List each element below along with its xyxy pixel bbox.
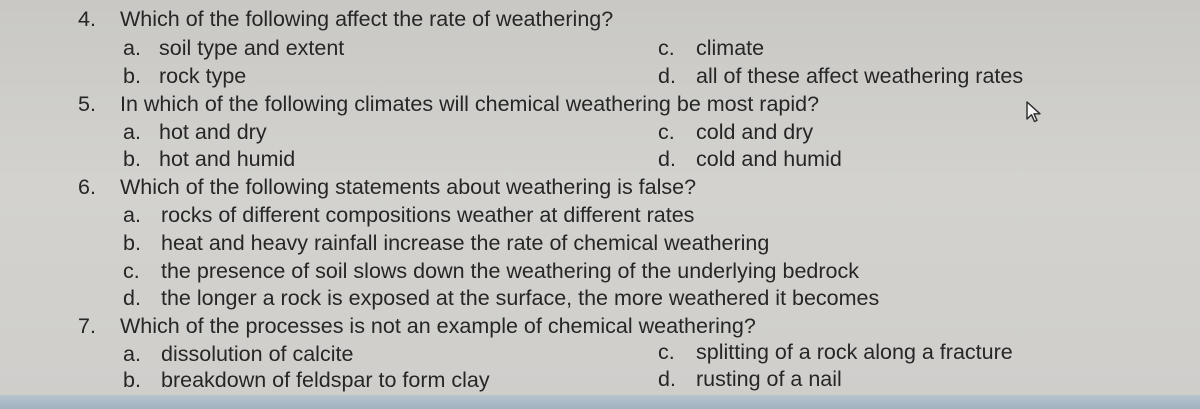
option-letter: a. — [123, 120, 141, 144]
option-letter: c. — [658, 36, 675, 60]
option-text: the longer a rock is exposed at the surface, the more weathered it becomes — [161, 286, 880, 310]
option-text: hot and dry — [159, 120, 267, 144]
option-letter: c. — [658, 120, 675, 144]
option-letter: b. — [123, 368, 141, 392]
option-text: hot and humid — [159, 147, 296, 171]
option-letter: d. — [658, 147, 676, 171]
option-text: soil type and extent — [159, 36, 345, 60]
question-number: 6. — [78, 175, 96, 199]
option-text: dissolution of calcite — [161, 342, 354, 366]
option-text: rusting of a nail — [696, 367, 842, 391]
option-text: splitting of a rock along a fracture — [696, 340, 1013, 364]
option-text: cold and humid — [696, 147, 842, 171]
option-letter: a. — [123, 203, 141, 227]
question-number: 5. — [78, 92, 96, 116]
option-letter: d. — [123, 286, 141, 310]
mouse-pointer-icon — [1024, 100, 1044, 124]
option-text: climate — [696, 36, 765, 60]
option-text: heat and heavy rainfall increase the rate of chemical weathering — [161, 231, 770, 255]
question-text: Which of the following statements about weathering is false? — [120, 175, 697, 199]
option-letter: b. — [123, 64, 141, 88]
option-text: rock type — [159, 64, 247, 88]
option-letter: b. — [123, 147, 141, 171]
question-text: In which of the following climates will chemical weathering be most rapid? — [120, 92, 820, 116]
question-text: Which of the processes is not an example of chemical weathering? — [120, 314, 756, 338]
option-text: rocks of different compositions weather at different rates — [161, 203, 695, 227]
question-number: 4. — [78, 7, 96, 31]
question-number: 7. — [78, 314, 96, 338]
option-letter: d. — [658, 64, 676, 88]
option-letter: c. — [658, 340, 675, 364]
option-letter: c. — [123, 259, 140, 283]
option-text: the presence of soil slows down the weathering of the underlying bedrock — [161, 259, 859, 283]
option-letter: a. — [123, 342, 141, 366]
option-text: cold and dry — [696, 120, 814, 144]
question-text: Which of the following affect the rate of weathering? — [120, 7, 614, 31]
option-letter: a. — [123, 36, 141, 60]
option-letter: d. — [658, 367, 676, 391]
option-text: breakdown of feldspar to form clay — [161, 368, 490, 392]
option-letter: b. — [123, 231, 141, 255]
bottom-edge — [0, 395, 1200, 409]
option-text: all of these affect weathering rates — [696, 64, 1024, 88]
